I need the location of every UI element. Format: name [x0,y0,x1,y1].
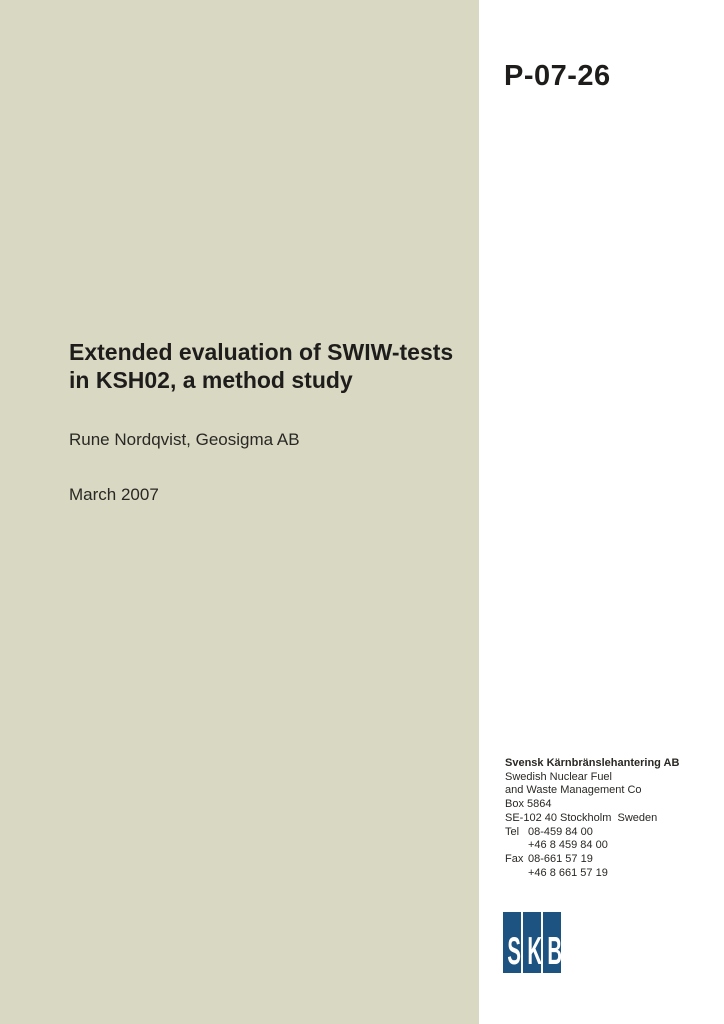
author-line: Rune Nordqvist, Geosigma AB [69,430,300,449]
tel-label: Tel [505,825,520,838]
fax-intl-row [505,867,679,881]
fax-label: Fax [505,852,524,865]
report-title [69,338,453,394]
fax-intl-number: +46 8 661 57 19 [528,866,608,879]
skb-logo-letter-b: B [547,930,562,973]
publisher-company-name: Svensk Kärnbränslehantering AB [505,757,680,769]
report-title-line-1: Extended evaluation of SWIW-tests [69,339,454,365]
skb-logo-bar [503,912,521,973]
tel-row [505,826,679,840]
skb-logo [503,912,561,973]
tel-intl-label [505,839,528,853]
fax-intl-label [505,867,528,881]
publisher-address-line: Box 5864 [505,798,552,811]
publication-date: March 2007 [69,485,159,504]
tel-intl-number: +46 8 459 84 00 [528,839,608,852]
publisher-address-block [505,757,679,880]
tel-intl-row [505,839,679,853]
fax-number: 08-661 57 19 [528,852,593,865]
publisher-address-line: Swedish Nuclear Fuel [505,770,612,783]
skb-logo-letter-k: K [527,930,542,973]
report-title-line-2: in KSH02, a method study [69,367,353,393]
tel-number: 08-459 84 00 [528,825,593,838]
skb-logo-bar [543,912,561,973]
skb-logo-letter-s: S [507,930,521,973]
publisher-address-line: and Waste Management Co [505,784,642,797]
report-number: P-07-26 [504,60,611,92]
fax-row [505,853,679,867]
skb-logo-bar [523,912,541,973]
publisher-address-line: SE-102 40 Stockholm Sweden [505,811,658,824]
